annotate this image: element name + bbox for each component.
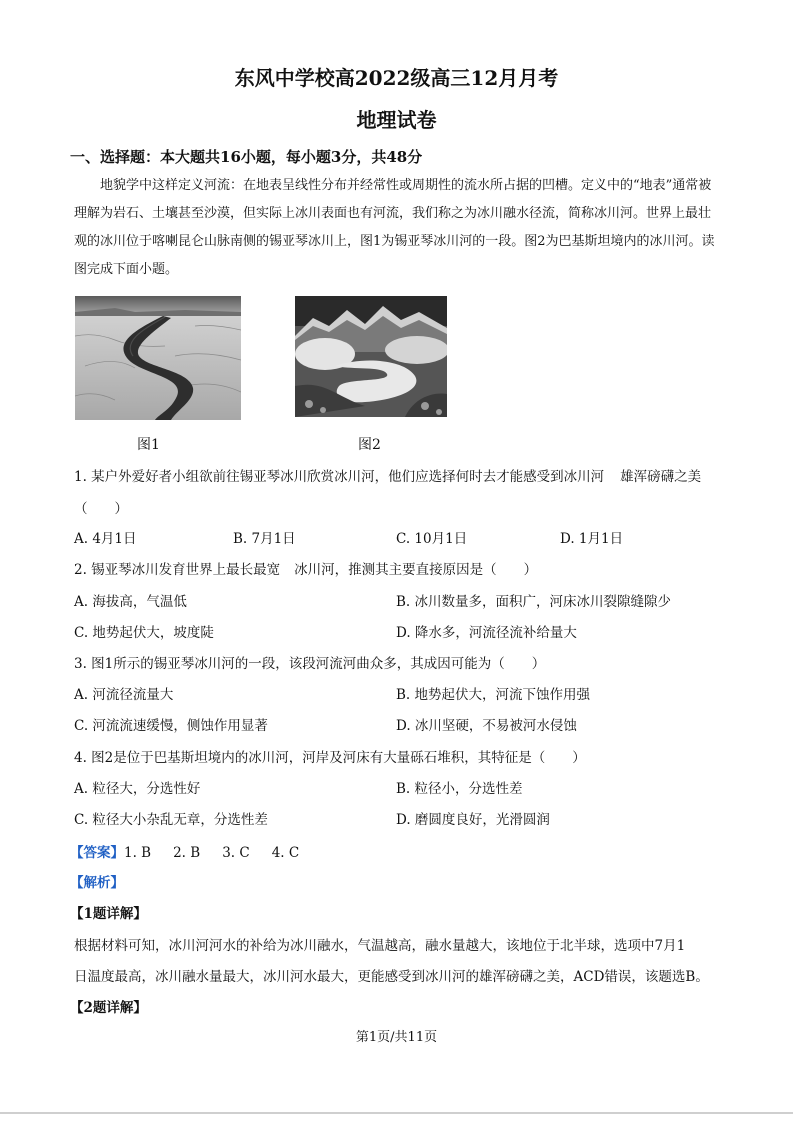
question-3-stem: 3. 图1所示的锡亚琴冰川河的一段，该段河流河曲众多，其成因可能为（ ） xyxy=(74,656,546,672)
section-heading: 一、选择题：本大题共16小题，每小题3分，共48分 xyxy=(70,148,423,166)
question-2-option-a: A. 海拔高，气温低 xyxy=(74,594,187,610)
intro-text: 地貌学中这样定义河流：在地表呈线性分布并经常性或周期性的流水所占据的凹槽。定义中的“地表”通常被理解为岩石、土壤甚至沙漠，但实际上冰川表面也有河流，我们称之为冰川融水径流，简称冰川河。世界上最壮观的冰川位于喀喇昆仑山脉南侧的锡亚琴冰川上，图1为锡亚琴冰川河的一段。图2为巴基斯坦境内的冰川河。读图完成下面小题。 xyxy=(74,178,715,277)
q1-detail-line-1: 根据材料可知，冰川河河水的补给为冰川融水，气温越高，融水量越大，该地位于北半球，选项中7月1 xyxy=(74,938,686,954)
figure-1-caption: 图1 xyxy=(137,437,160,453)
answer-item: 3. C xyxy=(222,845,250,861)
answer-label: 【答案】 xyxy=(70,845,124,861)
question-1-blank: （ ） xyxy=(74,501,128,517)
question-3-option-a: A. 河流径流量大 xyxy=(74,687,174,703)
answer-item: 2. B xyxy=(173,845,201,861)
answer-item: 4. C xyxy=(271,845,300,861)
exam-subtitle: 地理试卷 xyxy=(356,108,437,132)
question-2-stem xyxy=(74,558,537,578)
question-2-option-d: D. 降水多，河流径流补给量大 xyxy=(396,625,577,641)
analysis-label: 【解析】 xyxy=(70,875,124,891)
question-4-stem: 4. 图2是位于巴基斯坦境内的冰川河，河岸及河床有大量砾石堆积，其特征是（ ） xyxy=(74,750,586,766)
question-1-stem xyxy=(74,465,701,485)
q1-detail-heading: 【1题详解】 xyxy=(70,906,147,922)
question-1-stem-text: 1. 某户外爱好者小组欲前往锡亚琴冰川欣赏冰川河，他们应选择何时去才能感受到冰川河 xyxy=(74,469,605,485)
question-4-option-d: D. 磨圆度良好，光滑圆润 xyxy=(396,812,550,828)
question-1-option-c: C. 10月1日 xyxy=(396,531,468,547)
figure-1-photo xyxy=(75,296,241,420)
question-2-stem-tail: 冰川河，推测其主要直接原因是（ ） xyxy=(294,562,538,578)
glacier-river-photo-2 xyxy=(295,296,447,417)
question-3-option-d: D. 冰川坚硬，不易被河水侵蚀 xyxy=(396,718,577,734)
page-footer: 第1页/共11页 xyxy=(355,1030,438,1045)
question-2-option-b: B. 冰川数量多，面积广，河床冰川裂隙缝隙少 xyxy=(396,594,672,610)
q2-detail-heading: 【2题详解】 xyxy=(70,1000,147,1016)
question-1-option-d: D. 1月1日 xyxy=(560,531,624,547)
question-1-option-b: B. 7月1日 xyxy=(233,531,296,547)
q1-detail-line-2: 日温度最高，冰川融水量最大，冰川河水最大，更能感受到冰川河的雄浑磅礴之美，ACD错误，该题选B。 xyxy=(74,969,709,985)
question-2-option-c: C. 地势起伏大，坡度陡 xyxy=(74,625,214,641)
glacier-river-photo-1 xyxy=(75,296,241,420)
answer-item: 1. B xyxy=(124,845,152,861)
question-1-stem-tail: 雄浑磅礴之美 xyxy=(620,469,702,485)
question-3-option-b: B. 地势起伏大，河流下蚀作用强 xyxy=(396,687,591,703)
bottom-divider xyxy=(0,1112,793,1114)
answer-row xyxy=(70,841,299,861)
question-3-option-c: C. 河流流速缓慢，侧蚀作用显著 xyxy=(74,718,268,734)
figure-2-caption: 图2 xyxy=(358,437,381,453)
question-4-option-a: A. 粒径大，分选性好 xyxy=(74,781,201,797)
exam-title: 东风中学校高2022级高三12月月考 xyxy=(234,66,559,90)
question-2-stem-text: 2. 锡亚琴冰川发育世界上最长最宽 xyxy=(74,562,281,578)
question-1-option-a: A. 4月1日 xyxy=(74,531,137,547)
figure-2-photo xyxy=(295,296,447,417)
question-4-option-b: B. 粒径小，分选性差 xyxy=(396,781,523,797)
intro-paragraph xyxy=(74,172,722,284)
question-4-option-c: C. 粒径大小杂乱无章，分选性差 xyxy=(74,812,268,828)
